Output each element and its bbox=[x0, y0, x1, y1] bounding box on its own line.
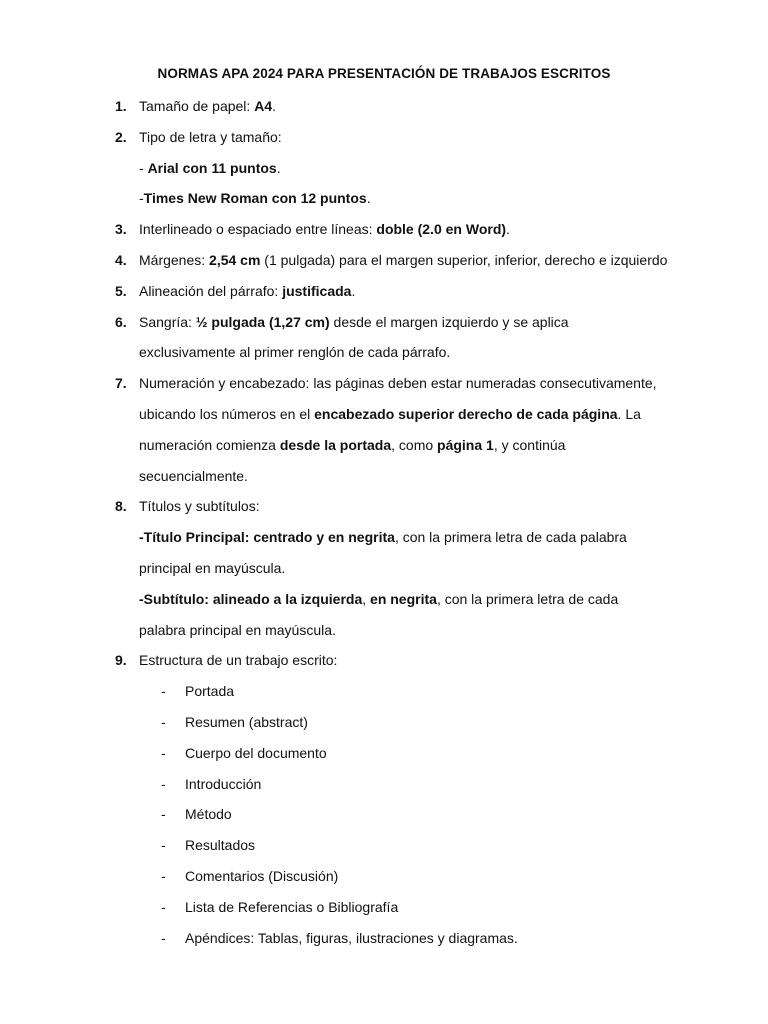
list-number: 6. bbox=[115, 313, 127, 330]
text-run: Tamaño de papel: bbox=[139, 98, 255, 114]
list-item-line bbox=[139, 650, 337, 670]
bullet-dash: - bbox=[161, 714, 166, 730]
text-run: . bbox=[506, 221, 510, 238]
list-number: 1. bbox=[115, 98, 127, 114]
structure-list-item: Portada bbox=[185, 683, 235, 700]
text-run: . bbox=[276, 159, 281, 176]
text-run: - bbox=[139, 190, 144, 207]
text-run: , con la primera letra de cada bbox=[436, 590, 619, 607]
text-run: , bbox=[362, 590, 371, 607]
text-run: (1 pulgada) para el margen superior, inferior, derecho e izquierdo bbox=[260, 252, 668, 268]
bullet-dash: - bbox=[161, 744, 166, 761]
bold-text: justificada bbox=[282, 282, 352, 299]
text-run: , y continúa bbox=[493, 436, 566, 453]
list-item-line bbox=[139, 435, 565, 455]
bold-text: Arial con 11 puntos bbox=[147, 159, 277, 176]
text-run: numeración comienza bbox=[139, 436, 280, 453]
bullet-dash: - bbox=[161, 775, 166, 792]
list-number: 7. bbox=[115, 375, 127, 392]
list-item-line bbox=[139, 527, 627, 547]
list-number: 9. bbox=[115, 652, 127, 669]
text-run: Numeración y encabezado: las páginas deben estar numeradas consecutivamente, bbox=[139, 375, 657, 392]
text-run: , con la primera letra de cada palabra bbox=[394, 529, 627, 546]
text-run: . bbox=[272, 98, 276, 114]
text-run: Interlineado o espaciado entre líneas: bbox=[139, 221, 377, 238]
bullet-dash: - bbox=[161, 837, 166, 854]
list-item-line bbox=[139, 404, 641, 424]
list-number: 3. bbox=[115, 221, 127, 238]
text-run: desde el margen izquierdo y se aplica bbox=[329, 313, 569, 330]
bullet-dash: - bbox=[161, 806, 166, 823]
bold-text: encabezado superior derecho de cada página bbox=[314, 406, 618, 422]
bold-text: Times New Roman con 12 puntos bbox=[143, 190, 367, 207]
text-run: Títulos y subtítulos: bbox=[139, 498, 260, 515]
list-item-line bbox=[139, 96, 276, 116]
list-item-line bbox=[139, 281, 355, 301]
structure-list-item: Resumen (abstract) bbox=[185, 714, 308, 730]
list-item-line bbox=[139, 158, 281, 178]
text-run: . La bbox=[617, 406, 641, 422]
text-run: - bbox=[139, 159, 148, 176]
bold-text: -Título Principal: centrado y en negrita bbox=[139, 529, 395, 546]
bullet-dash: - bbox=[161, 898, 166, 915]
bold-text: doble (2.0 en Word) bbox=[376, 221, 507, 238]
text-run: exclusivamente al primer renglón de cada párrafo. bbox=[139, 344, 451, 361]
list-number: 2. bbox=[115, 128, 127, 145]
bold-text: -Subtítulo: alineado a la izquierda bbox=[139, 590, 363, 607]
list-item-line bbox=[139, 620, 336, 640]
list-item-line bbox=[139, 373, 657, 393]
list-item-line bbox=[139, 466, 248, 486]
bold-text: 2,54 cm bbox=[209, 252, 261, 268]
list-number: 5. bbox=[115, 282, 127, 299]
structure-list-item: Comentarios (Discusión) bbox=[185, 868, 339, 884]
text-run: principal en mayúscula. bbox=[139, 560, 286, 576]
bold-text: A4 bbox=[254, 98, 273, 114]
text-run: Alineación del párrafo: bbox=[139, 282, 283, 299]
list-item-line bbox=[139, 250, 667, 270]
list-number: 8. bbox=[115, 498, 127, 515]
structure-list-item: Introducción bbox=[185, 775, 262, 792]
list-item-line bbox=[139, 558, 285, 578]
list-item-line bbox=[139, 342, 450, 362]
text-run: Márgenes: bbox=[139, 252, 210, 268]
text-run: palabra principal en mayúscula. bbox=[139, 621, 336, 638]
text-run: , como bbox=[391, 436, 438, 453]
list-item-line bbox=[139, 312, 569, 332]
text-run: Estructura de un trabajo escrito: bbox=[139, 652, 338, 669]
structure-list-item: Cuerpo del documento bbox=[185, 744, 327, 761]
text-run: Tipo de letra y tamaño: bbox=[139, 128, 282, 145]
bold-text: desde la portada bbox=[279, 436, 392, 453]
bold-text: en negrita bbox=[370, 590, 437, 607]
structure-list-item: Resultados bbox=[185, 837, 256, 854]
document-title: NORMAS APA 2024 PARA PRESENTACIÓN DE TRABAJOS ESCRITOS bbox=[157, 66, 611, 81]
text-run: . bbox=[366, 190, 371, 207]
structure-list-item: Lista de Referencias o Bibliografía bbox=[185, 898, 399, 915]
bold-text: página 1 bbox=[437, 436, 494, 453]
text-run: Sangría: bbox=[139, 313, 196, 330]
list-number: 4. bbox=[115, 252, 127, 268]
bullet-dash: - bbox=[161, 868, 166, 884]
bold-text: ½ pulgada (1,27 cm) bbox=[195, 313, 330, 330]
text-run: secuencialmente. bbox=[139, 467, 248, 484]
list-item-line bbox=[139, 188, 371, 208]
list-item-line bbox=[139, 589, 618, 609]
structure-list-item: Método bbox=[185, 806, 232, 823]
list-item-line bbox=[139, 219, 510, 239]
text-run: ubicando los números en el bbox=[139, 406, 315, 422]
structure-list-item: Apéndices: Tablas, figuras, ilustraciones y diagramas. bbox=[185, 929, 518, 946]
bullet-dash: - bbox=[161, 683, 166, 700]
text-run: . bbox=[351, 282, 356, 299]
list-item-line bbox=[139, 127, 282, 147]
bullet-dash: - bbox=[161, 929, 166, 946]
list-item-line bbox=[139, 496, 260, 516]
